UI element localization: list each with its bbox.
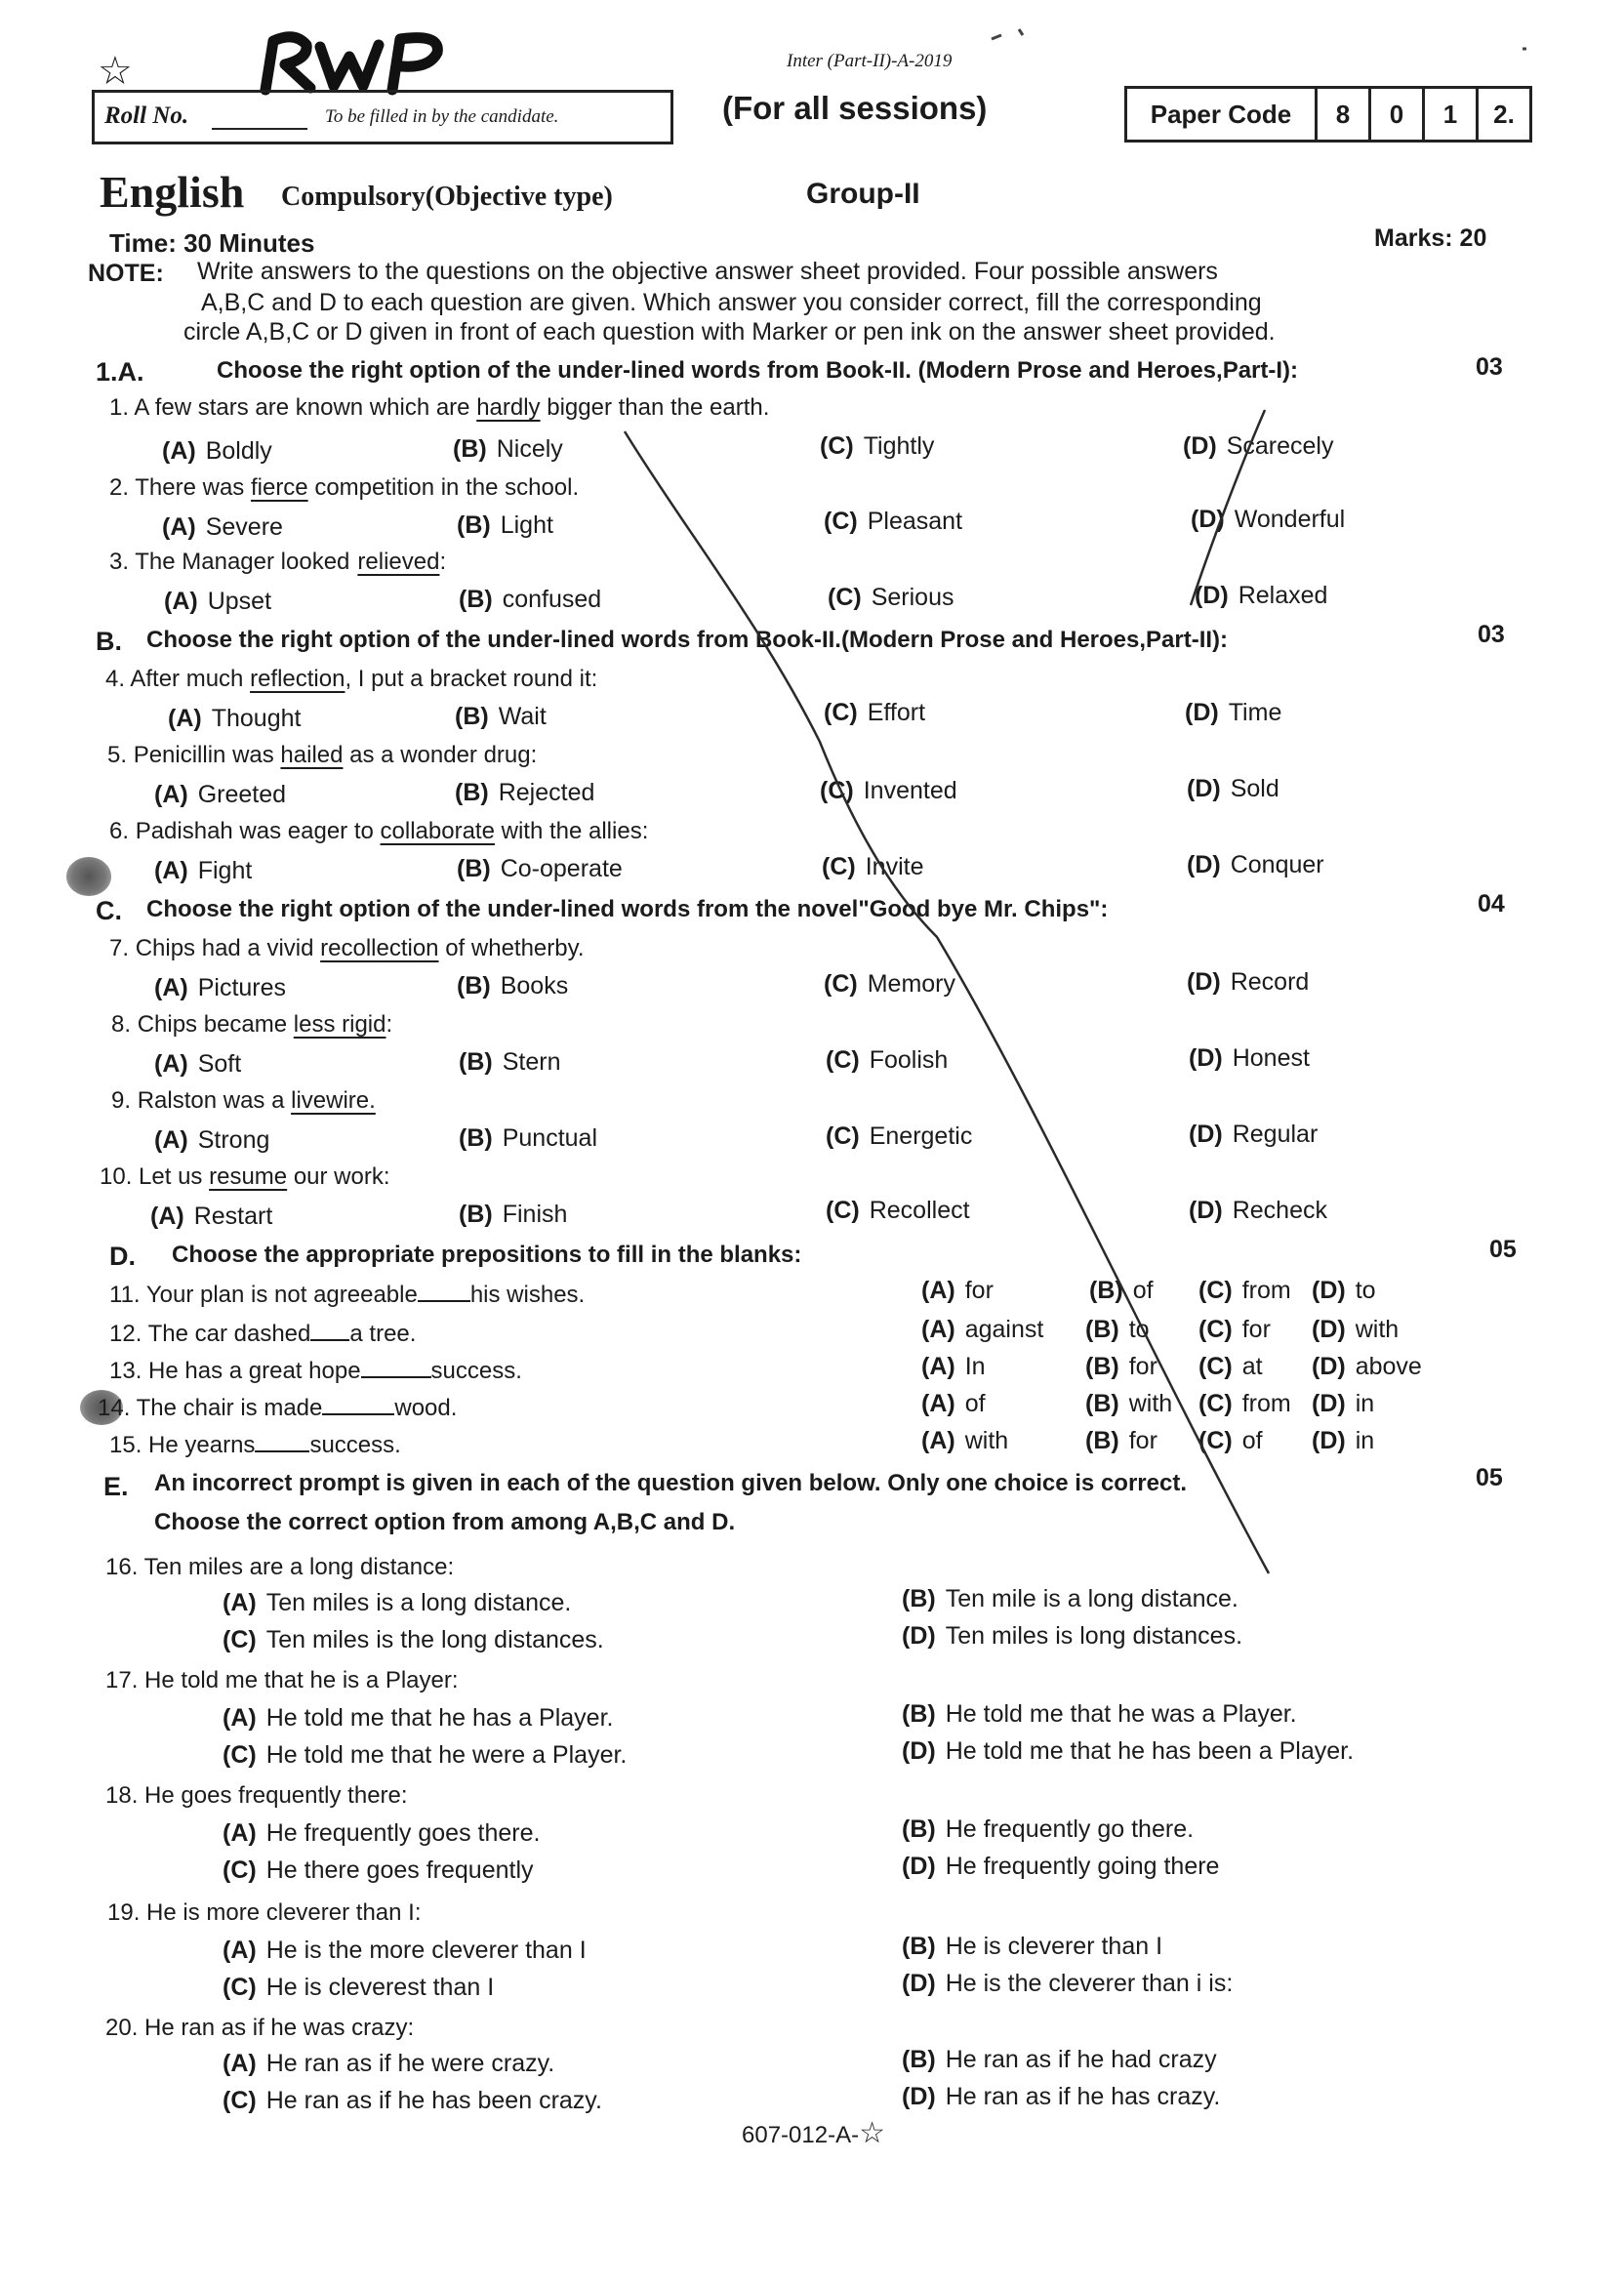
paper-code-digit: 8 <box>1318 89 1371 140</box>
answer-blank <box>310 1320 349 1341</box>
question-14 <box>98 1394 457 1422</box>
option-d[interactable]: (D) Wonderful <box>1191 506 1346 533</box>
question-number: 14. <box>98 1395 131 1421</box>
underlined-word: resume <box>209 1163 288 1190</box>
question-text: He yearns <box>148 1432 256 1458</box>
section-title-line2: Choose the correct option from among A,B,C and D. <box>154 1509 736 1535</box>
question-number: 9. <box>111 1087 132 1114</box>
question-9 <box>111 1087 376 1115</box>
ink-smudge <box>66 857 111 896</box>
option-a[interactable]: (A) Upset <box>164 588 272 615</box>
section-number: C. <box>96 896 122 925</box>
option-b[interactable]: (B) for <box>1085 1353 1157 1380</box>
underlined-word: hardly <box>476 394 541 421</box>
option-b[interactable]: (B) to <box>1085 1316 1150 1343</box>
option-a[interactable]: (A) Fight <box>154 857 253 884</box>
section-marks: 04 <box>1478 890 1505 918</box>
question-7 <box>109 935 585 962</box>
question-17 <box>105 1667 459 1694</box>
option-d[interactable]: (D) Regular <box>1189 1121 1319 1148</box>
question-text: There was <box>135 474 245 501</box>
underlined-word: livewire. <box>291 1087 376 1114</box>
question-number: 1. <box>109 394 130 421</box>
note-label: NOTE: <box>88 260 164 287</box>
question-text: Ralston was a <box>137 1087 285 1114</box>
footer-code <box>742 2116 885 2150</box>
question-8 <box>111 1011 392 1039</box>
question-16 <box>105 1554 454 1581</box>
question-number: 16. <box>105 1554 139 1580</box>
option-d[interactable]: (D) with <box>1312 1316 1400 1343</box>
option-a[interactable]: (A) against <box>921 1316 1044 1343</box>
question-text: He goes frequently there: <box>144 1782 408 1809</box>
paper-code-label: Paper Code <box>1127 89 1318 140</box>
question-4 <box>105 666 597 693</box>
option-c[interactable]: (C) Invite <box>822 853 924 880</box>
question-text: The chair is made <box>136 1395 323 1421</box>
question-text: Chips became <box>137 1011 288 1038</box>
option-c[interactable]: (C) He there goes frequently <box>223 1856 534 1884</box>
option-d[interactable]: (D) He ran as if he has crazy. <box>902 2083 1221 2110</box>
underlined-word: relieved <box>357 549 440 575</box>
paper-code-digit: 1 <box>1425 89 1479 140</box>
underlined-word: fierce <box>250 474 308 501</box>
option-b[interactable]: (B) Co-operate <box>457 855 623 882</box>
option-a[interactable]: (A) Thought <box>168 705 302 732</box>
question-text: He ran as if he was crazy: <box>144 2015 415 2041</box>
question-text: success. <box>309 1432 401 1458</box>
question-number: 10. <box>100 1163 133 1190</box>
option-d[interactable]: (D) He told me that he has been a Player. <box>902 1737 1355 1765</box>
option-c[interactable]: (C) He is cleverest than I <box>223 1974 495 2001</box>
option-b[interactable]: (B) He ran as if he had crazy <box>902 2046 1217 2073</box>
option-a[interactable]: (A) He frequently goes there. <box>223 1819 541 1847</box>
option-b[interactable]: (B) Light <box>457 511 553 539</box>
option-d[interactable]: (D) Conquer <box>1187 851 1324 878</box>
option-a[interactable]: (A) Pictures <box>154 974 287 1001</box>
question-text: as a wonder drug: <box>349 742 538 768</box>
question-text: wood. <box>394 1395 458 1421</box>
question-text: He told me that he is a Player: <box>144 1667 459 1693</box>
section-number: 1.A. <box>96 357 144 387</box>
question-number: 19. <box>107 1899 141 1926</box>
section-title: Choose the right option of the under-lined words from the novel"Good bye Mr. Chips": <box>146 896 1109 922</box>
note-line: circle A,B,C or D given in front of each question with Marker or pen ink on the answer sheet provided. <box>183 318 1276 346</box>
note-line: Write answers to the questions on the objective answer sheet provided. Four possible answers <box>197 258 1218 285</box>
option-d[interactable]: (D) Scarecely <box>1183 432 1334 460</box>
question-20 <box>105 2015 414 2042</box>
option-a[interactable]: (A) of <box>921 1390 986 1417</box>
question-number: 4. <box>105 666 126 692</box>
question-3 <box>109 549 446 576</box>
underlined-word: less rigid <box>293 1011 386 1038</box>
option-d[interactable]: (D) above <box>1312 1353 1422 1380</box>
option-a[interactable]: (A) Ten miles is a long distance. <box>223 1589 572 1616</box>
question-text: Your plan is not agreeable <box>145 1282 418 1308</box>
question-text: our work: <box>293 1163 390 1190</box>
option-b[interactable]: (B) He frequently go there. <box>902 1815 1195 1843</box>
option-d[interactable]: (D) Record <box>1187 968 1310 996</box>
option-c[interactable]: (C) of <box>1198 1427 1263 1454</box>
answer-blank <box>361 1357 431 1378</box>
option-c[interactable]: (C) Effort <box>824 699 926 726</box>
question-text: bigger than the earth. <box>547 394 770 421</box>
option-a[interactable]: (A) with <box>921 1427 1009 1454</box>
option-b[interactable]: (B) of <box>1089 1277 1154 1304</box>
question-number: 8. <box>111 1011 132 1038</box>
question-number: 3. <box>109 549 130 575</box>
option-c[interactable]: (C) from <box>1198 1390 1291 1417</box>
answer-blank <box>255 1431 309 1452</box>
paper-code-digit: 0 <box>1371 89 1425 140</box>
option-b[interactable]: (B) confused <box>459 586 602 613</box>
underlined-word: hailed <box>280 742 344 768</box>
option-b[interactable]: (B) Ten mile is a long distance. <box>902 1585 1238 1612</box>
option-c[interactable]: (C) He told me that he were a Player. <box>223 1741 628 1769</box>
footer-code-text: 607-012-A- <box>742 2122 860 2148</box>
question-text: Penicillin was <box>133 742 274 768</box>
option-c[interactable]: (C) for <box>1198 1316 1271 1343</box>
option-b[interactable]: (B) Books <box>457 972 569 999</box>
question-text: A few stars are known which are <box>134 394 470 421</box>
question-number: 12. <box>109 1321 142 1347</box>
subject-title: English <box>100 167 245 217</box>
question-number: 7. <box>109 935 130 961</box>
option-c[interactable]: (C) Invented <box>820 777 957 804</box>
option-a[interactable]: (A) Greeted <box>154 781 287 808</box>
section-marks: 03 <box>1476 353 1503 381</box>
marks-label: Marks: 20 <box>1374 224 1487 252</box>
option-d[interactable]: (D) to <box>1312 1277 1376 1304</box>
section-title: Choose the right option of the under-lined words from Book-II.(Modern Prose and Heroes,Part-II): <box>146 627 1229 653</box>
option-c[interactable]: (C) Recollect <box>826 1197 970 1224</box>
section-number: B. <box>96 627 122 656</box>
option-a[interactable]: (A) He ran as if he were crazy. <box>223 2050 555 2077</box>
question-text: Padishah was eager to <box>135 818 374 844</box>
option-a[interactable]: (A) for <box>921 1277 994 1304</box>
question-text: The car dashed <box>147 1321 311 1347</box>
option-d[interactable]: (D) Ten miles is long distances. <box>902 1622 1243 1650</box>
option-a[interactable]: (A) In <box>921 1353 986 1380</box>
option-a[interactable]: (A) Restart <box>150 1203 273 1230</box>
roll-note: To be filled in by the candidate. <box>325 106 559 127</box>
question-text: Chips had a vivid <box>135 935 314 961</box>
group-label: Group-II <box>806 178 920 210</box>
option-a[interactable]: (A) He told me that he has a Player. <box>223 1704 614 1732</box>
question-number: 17. <box>105 1667 139 1693</box>
section-title: An incorrect prompt is given in each of the question given below. Only one choice is correct. <box>154 1470 1187 1496</box>
question-13 <box>109 1357 522 1385</box>
question-6 <box>109 818 648 845</box>
option-b[interactable]: (B) Wait <box>455 703 547 730</box>
question-text: Ten miles are a long distance: <box>143 1554 455 1580</box>
option-a[interactable]: (A) Strong <box>154 1126 270 1154</box>
question-text: He has a great hope <box>148 1358 361 1384</box>
roll-blank[interactable] <box>212 128 307 130</box>
option-b[interactable]: (B) Rejected <box>455 779 595 806</box>
roll-label: Roll No. <box>104 102 189 129</box>
question-text: The Manager looked <box>135 549 350 575</box>
option-d[interactable]: (D) He frequently going there <box>902 1853 1220 1880</box>
option-b[interactable]: (B) with <box>1085 1390 1173 1417</box>
option-b[interactable]: (B) for <box>1085 1427 1157 1454</box>
question-15 <box>109 1431 401 1459</box>
note-line: A,B,C and D to each question are given. Which answer you consider correct, fill the corresponding <box>201 289 1262 316</box>
section-marks: 05 <box>1489 1236 1517 1263</box>
option-a[interactable]: (A) Soft <box>154 1050 242 1078</box>
section-number: D. <box>109 1242 136 1271</box>
option-b[interactable]: (B) Punctual <box>459 1124 598 1152</box>
question-5 <box>107 742 537 769</box>
section-number: E. <box>103 1472 129 1501</box>
question-12 <box>109 1320 416 1348</box>
section-title: Choose the appropriate prepositions to fill in the blanks: <box>172 1242 802 1268</box>
exam-title: Inter (Part-II)-A-2019 <box>787 51 953 71</box>
question-number: 13. <box>109 1358 142 1384</box>
question-text: After much <box>130 666 244 692</box>
subject-subtitle <box>281 182 613 213</box>
option-c[interactable]: (C) Energetic <box>826 1122 973 1150</box>
section-title: Choose the right option of the under-lined words from Book-II. (Modern Prose and Heroes,Part-I): <box>217 357 1299 384</box>
answer-blank <box>418 1281 470 1302</box>
underlined-word: collaborate <box>380 818 495 844</box>
answer-blank <box>322 1394 394 1415</box>
option-c[interactable]: (C) at <box>1198 1353 1263 1380</box>
option-c[interactable]: (C) Memory <box>824 970 956 998</box>
option-c[interactable]: (C) He ran as if he has been crazy. <box>223 2087 602 2114</box>
question-number: 6. <box>109 818 130 844</box>
option-d[interactable]: (D) Relaxed <box>1195 582 1328 609</box>
question-number: 5. <box>107 742 128 768</box>
section-marks: 03 <box>1478 621 1505 648</box>
option-a[interactable]: (A) He is the more cleverer than I <box>223 1937 587 1964</box>
option-c[interactable]: (C) Ten miles is the long distances. <box>223 1626 604 1653</box>
option-a[interactable]: (A) Severe <box>162 513 283 541</box>
question-number: 11. <box>109 1282 141 1308</box>
option-d[interactable]: (D) Honest <box>1189 1044 1310 1072</box>
option-c[interactable]: (C) from <box>1198 1277 1291 1304</box>
question-1 <box>109 394 769 422</box>
option-d[interactable]: (D) Recheck <box>1189 1197 1327 1224</box>
question-number: 15. <box>109 1432 142 1458</box>
question-11 <box>109 1281 585 1309</box>
question-text: success. <box>430 1358 522 1384</box>
question-text: : <box>439 549 447 575</box>
paper-code-digit: 2. <box>1493 99 1515 129</box>
option-c[interactable]: (C) Foolish <box>826 1046 949 1074</box>
option-b[interactable]: (B) Stern <box>459 1048 561 1076</box>
option-d[interactable]: (D) Time <box>1185 699 1282 726</box>
subject-sub: Compulsory(Objective type) <box>281 182 613 212</box>
star-icon: ☆ <box>98 50 133 93</box>
question-text: of whetherby. <box>445 935 585 961</box>
question-2 <box>109 474 579 502</box>
option-b[interactable]: (B) Finish <box>459 1201 568 1228</box>
question-number: 2. <box>109 474 130 501</box>
question-text: : <box>386 1011 393 1038</box>
question-number: 20. <box>105 2015 139 2041</box>
option-b[interactable]: (B) He told me that he was a Player. <box>902 1700 1297 1728</box>
option-d[interactable]: (D) Sold <box>1187 775 1279 802</box>
underlined-word: recollection <box>320 935 439 961</box>
question-text: Let us <box>139 1163 203 1190</box>
question-text: with the allies: <box>501 818 649 844</box>
paper-code-box <box>1124 86 1532 143</box>
option-c[interactable]: (C) Pleasant <box>824 508 963 535</box>
question-text: a tree. <box>349 1321 417 1347</box>
star-icon: ☆ <box>859 2117 885 2149</box>
time-label: Time: 30 Minutes <box>109 228 315 258</box>
handwritten-rwp-mark <box>256 27 461 96</box>
question-10 <box>100 1163 390 1191</box>
question-text: competition in the school. <box>314 474 580 501</box>
option-a[interactable]: (A) Boldly <box>162 437 272 465</box>
question-18 <box>105 1782 408 1810</box>
option-b[interactable]: (B) He is cleverer than I <box>902 1933 1163 1960</box>
sessions-label: (For all sessions) <box>722 90 988 126</box>
question-number: 18. <box>105 1782 139 1809</box>
question-text: He is more cleverer than I: <box>146 1899 422 1926</box>
option-d[interactable]: (D) in <box>1312 1427 1375 1454</box>
option-c[interactable]: (C) Serious <box>828 584 954 611</box>
option-d[interactable]: (D) He is the cleverer than i is: <box>902 1970 1234 1997</box>
question-text: , I put a bracket round it: <box>345 666 598 692</box>
question-19 <box>107 1899 421 1927</box>
question-text: his wishes. <box>469 1282 586 1308</box>
option-d[interactable]: (D) in <box>1312 1390 1375 1417</box>
underlined-word: reflection <box>250 666 345 692</box>
roll-number-box[interactable] <box>92 90 673 144</box>
option-c[interactable]: (C) Tightly <box>820 432 935 460</box>
option-b[interactable]: (B) Nicely <box>453 435 563 463</box>
section-marks: 05 <box>1476 1464 1503 1491</box>
